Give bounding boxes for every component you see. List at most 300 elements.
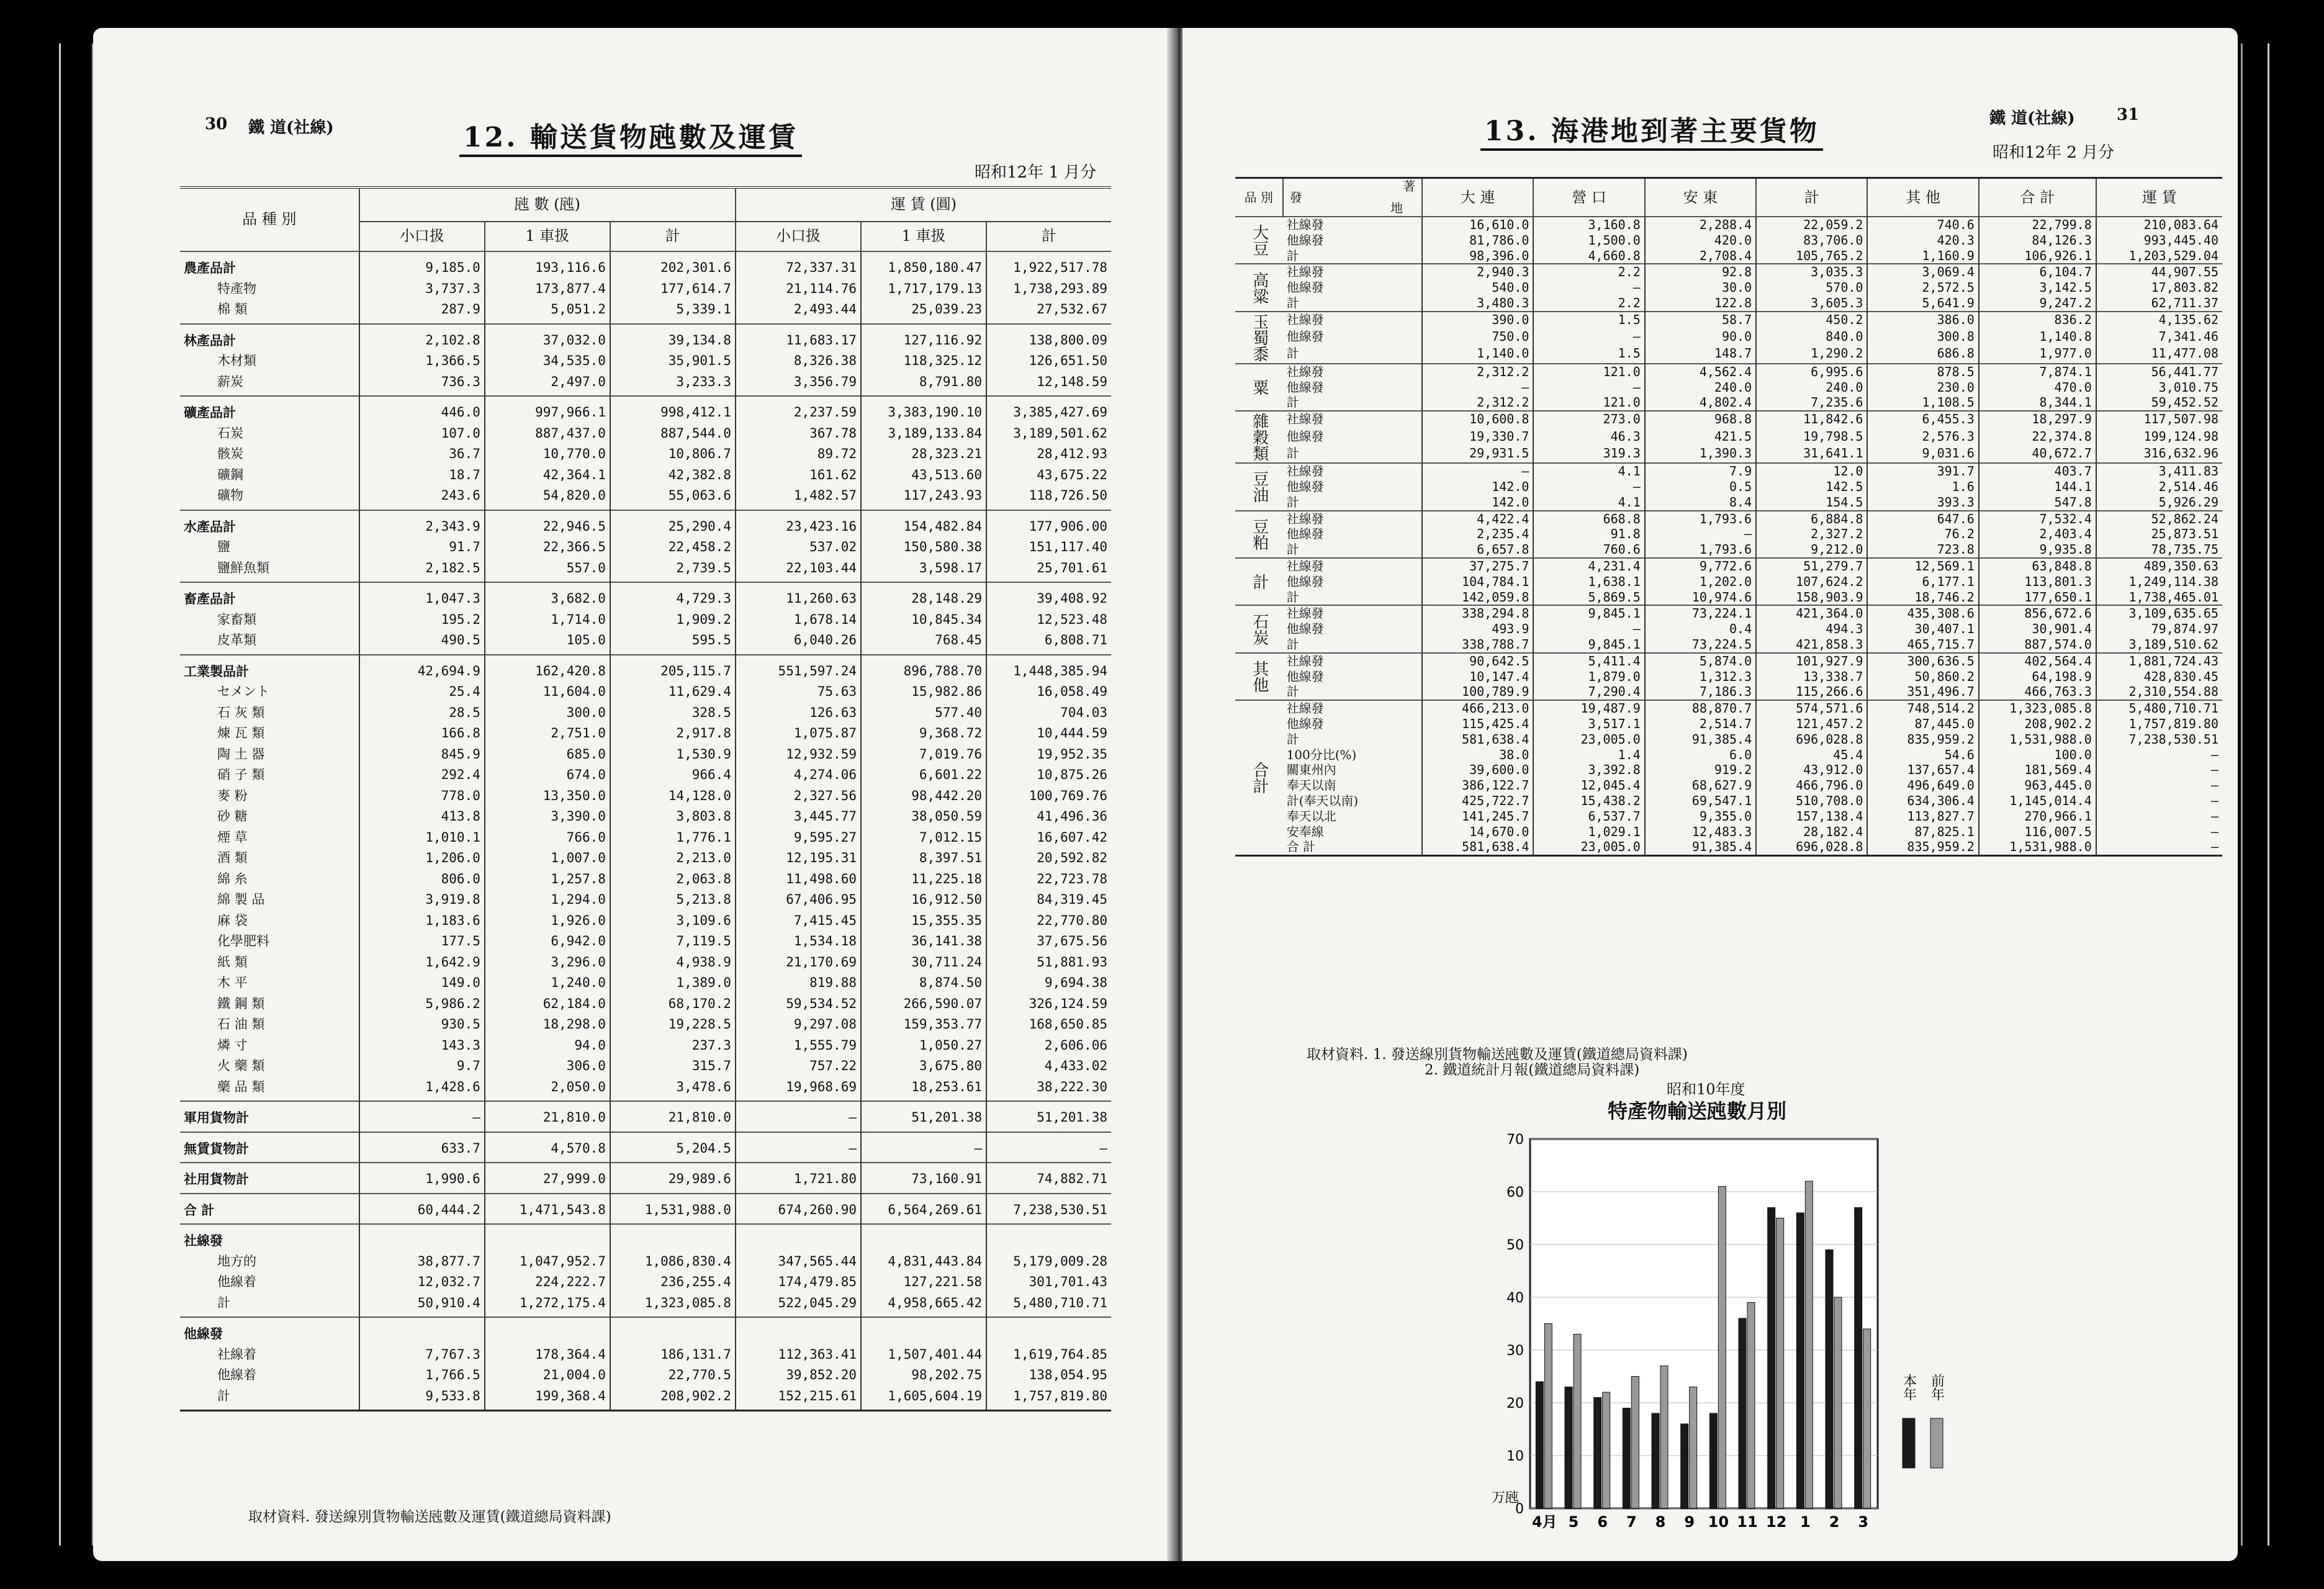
table-cell: 1,850,180.47 <box>861 251 986 282</box>
table-cell: 21,810.0 <box>485 1101 610 1132</box>
table-cell: 106,926.1 <box>1979 248 2096 264</box>
table-cell <box>986 1224 1111 1254</box>
row-label: 他線發 <box>1286 379 1324 395</box>
table-row <box>1235 558 2222 574</box>
table-cell: 7,532.4 <box>1979 511 2096 527</box>
table-cell: 446.0 <box>359 396 485 426</box>
table-cell: 300.0 <box>485 706 610 727</box>
table-cell: 25.4 <box>359 685 485 706</box>
corner-top-label: 著 <box>1403 179 1416 194</box>
table-cell: 3,598.17 <box>861 561 986 583</box>
table-cell: 4,938.9 <box>610 955 736 976</box>
table-cell: 142,059.8 <box>1422 590 1533 606</box>
goods-group <box>1235 463 2222 510</box>
table-cell: 6,884.8 <box>1756 511 1867 527</box>
bar-prev-year <box>1631 1377 1639 1509</box>
row-label: 皮革類 <box>217 632 256 647</box>
table-cell: 570.0 <box>1756 280 1867 295</box>
table-row <box>180 872 1111 893</box>
table-cell: 968.8 <box>1645 411 1756 428</box>
table-cell: 27,532.67 <box>986 302 1111 324</box>
row-label: 他線發 <box>1286 716 1324 731</box>
goods-group <box>1235 653 2222 700</box>
table-cell: 966.4 <box>610 768 736 789</box>
table-cell <box>861 1317 986 1348</box>
row-label: 地方的 <box>217 1253 256 1269</box>
y-tick-label: 70 <box>1507 1132 1524 1148</box>
table-cell <box>610 1317 736 1348</box>
table-cell: — <box>2096 839 2222 855</box>
table-cell: 5,204.5 <box>610 1132 736 1163</box>
table-cell: 202,301.6 <box>610 251 736 282</box>
row-label: 計 <box>1286 542 1299 557</box>
table-row <box>180 1317 1111 1348</box>
row-label: 骸炭 <box>217 446 243 461</box>
table-cell: 10,875.26 <box>986 768 1111 789</box>
table-cell: 338,788.7 <box>1422 637 1533 653</box>
table-cell: — <box>1533 621 1644 637</box>
table-cell <box>359 1317 485 1348</box>
table-cell: 386.0 <box>1867 312 1978 329</box>
table-cell: 6,657.8 <box>1422 542 1533 558</box>
table-cell: 12,523.48 <box>986 613 1111 634</box>
table-cell: 3,189,510.62 <box>2096 637 2222 653</box>
table-cell: 118,325.12 <box>861 354 986 375</box>
table-cell: 1,990.6 <box>359 1163 485 1194</box>
table-cell: 5,986.2 <box>359 997 485 1018</box>
table-cell: 420.0 <box>1645 233 1756 248</box>
table-cell: 13,350.0 <box>485 789 610 810</box>
y-tick-label: 40 <box>1507 1290 1524 1306</box>
right-source-note-1: 取材資料. 1. 發送線別貨物輸送瓲數及運賃(鐵道總局資料課) <box>1307 1047 1688 1063</box>
table-row <box>180 934 1111 955</box>
table-row <box>1235 605 2222 621</box>
row-label: 化學肥料 <box>217 934 269 948</box>
table-row <box>1235 429 2222 446</box>
left-page <box>93 28 1173 1561</box>
col-header-0: 大 連 <box>1422 178 1533 217</box>
table-row <box>1235 346 2222 363</box>
table-cell: 37,675.56 <box>986 934 1111 955</box>
table-cell: 425,722.7 <box>1422 793 1533 809</box>
row-label: 他線發 <box>1286 232 1324 248</box>
x-tick-label: 6 <box>1597 1513 1608 1531</box>
table-cell: 39,408.92 <box>986 582 1111 613</box>
row-group <box>180 324 1111 397</box>
table-cell: 14,128.0 <box>610 789 736 810</box>
table-cell: 5,869.5 <box>1533 590 1644 606</box>
chart-title: 特產物輸送瓲數月別 <box>1608 1099 1787 1123</box>
table-cell: 81,786.0 <box>1422 233 1533 248</box>
row-group <box>180 1132 1111 1163</box>
goods-name: 合計 <box>1235 700 1283 855</box>
corner-bottom-label: 地 <box>1390 200 1403 216</box>
row-label: 鐵 鋼 類 <box>217 996 265 1011</box>
table-cell: 20,592.82 <box>986 851 1111 872</box>
table-cell: 1,766.5 <box>359 1368 485 1389</box>
table-cell: 22,723.78 <box>986 872 1111 893</box>
table-cell: 2,576.3 <box>1867 429 1978 446</box>
table-row <box>180 914 1111 935</box>
table-cell: 236,255.4 <box>610 1275 736 1296</box>
table-row <box>180 1080 1111 1102</box>
table-cell: 19,798.5 <box>1756 429 1867 446</box>
table-cell: 12,195.31 <box>736 851 861 872</box>
table-row <box>1235 621 2222 637</box>
table-cell: 62,184.0 <box>485 997 610 1018</box>
row-label: 藥 品 類 <box>217 1079 265 1094</box>
table-cell: 83,706.0 <box>1756 233 1867 248</box>
table-cell: 696,028.8 <box>1756 839 1867 855</box>
table-cell: 9,368.72 <box>861 726 986 747</box>
row-label: 計 <box>1286 684 1299 700</box>
row-label: 社線發 <box>1283 511 1423 527</box>
row-label: 木材類 <box>217 353 256 368</box>
table-cell: 4,831,443.84 <box>861 1254 986 1276</box>
table-cell: 390.0 <box>1422 312 1533 329</box>
table-cell: 3,035.3 <box>1756 264 1867 280</box>
table-cell: 919.2 <box>1645 762 1756 778</box>
goods-name: 高粱 <box>1235 264 1283 311</box>
table-cell: 6,564,269.61 <box>861 1194 986 1225</box>
row-label: 火 藥 類 <box>217 1058 265 1073</box>
table-cell: 6,455.3 <box>1867 411 1978 428</box>
y-tick-label: 20 <box>1507 1396 1524 1411</box>
table-cell: 750.0 <box>1422 329 1533 346</box>
table-row <box>1235 380 2222 395</box>
table-cell <box>861 1224 986 1254</box>
table-cell: 208,902.2 <box>610 1389 736 1411</box>
table-cell: 386,122.7 <box>1422 778 1533 793</box>
row-label: 家畜類 <box>217 611 256 627</box>
table-cell: 51,201.38 <box>986 1101 1111 1132</box>
row-label: 100分比(%) <box>1286 747 1357 762</box>
table-cell: 836.2 <box>1979 312 2096 329</box>
table-cell: 162,420.8 <box>485 655 610 685</box>
table-cell: 43,912.0 <box>1756 762 1867 778</box>
row-group <box>180 1163 1111 1194</box>
table-cell: 45.4 <box>1756 747 1867 763</box>
subcol-header-3: 小口扱 <box>736 222 861 251</box>
x-tick-label: 7 <box>1626 1513 1637 1531</box>
left-source-note: 取材資料. 發送線別貨物輸送瓲數及運賃(鐵道總局資料課) <box>248 1509 611 1525</box>
table-cell: 4,958,665.42 <box>861 1296 986 1318</box>
table-cell: 74,882.71 <box>986 1163 1111 1194</box>
table-row <box>180 831 1111 852</box>
table-cell: 59,452.52 <box>2096 395 2222 411</box>
row-group <box>180 1224 1111 1317</box>
table-cell: 28,182.4 <box>1756 824 1867 840</box>
table-cell: 31,641.1 <box>1756 446 1867 463</box>
col-header-3: 計 <box>1756 178 1867 217</box>
table-cell: 10,444.59 <box>986 726 1111 747</box>
goods-name: 玉蜀黍 <box>1235 312 1283 364</box>
table-cell: 647.6 <box>1867 511 1978 527</box>
table-cell: 12.0 <box>1756 463 1867 479</box>
row-label: 社線發 <box>1283 217 1423 233</box>
table-cell: 159,353.77 <box>861 1017 986 1038</box>
table-cell: 2,310,554.88 <box>2096 684 2222 700</box>
table-row <box>180 1101 1111 1132</box>
table-cell: 90.0 <box>1645 329 1756 346</box>
table-cell: 22,799.8 <box>1979 217 2096 233</box>
table-cell: 2,572.5 <box>1867 280 1978 295</box>
bar-this-year <box>1594 1398 1601 1509</box>
row-label: セメント <box>217 684 269 699</box>
table-cell: 887,544.0 <box>610 426 736 448</box>
table-cell: 1,140.8 <box>1979 329 2096 346</box>
table-cell: 12,569.1 <box>1867 558 1978 574</box>
row-label: 他線發 <box>1286 526 1324 542</box>
table-cell: 2,102.8 <box>359 324 485 354</box>
x-tick-label: 12 <box>1765 1513 1787 1531</box>
table-cell: 760.6 <box>1533 542 1644 558</box>
table-cell: 1.5 <box>1533 346 1644 363</box>
table-cell: 63,848.8 <box>1979 558 2096 574</box>
table-cell: 122.8 <box>1645 295 1756 312</box>
table-cell: 10,770.0 <box>485 447 610 468</box>
table-cell: 1.5 <box>1533 312 1644 329</box>
table-cell: 104,784.1 <box>1422 574 1533 590</box>
table-cell: 1,530.9 <box>610 747 736 768</box>
table-cell: 88,870.7 <box>1645 700 1756 716</box>
table-cell: 736.3 <box>359 375 485 397</box>
row-label: 奉天以南 <box>1286 778 1336 793</box>
table-row <box>1235 511 2222 527</box>
table-cell: 704.03 <box>986 706 1111 727</box>
goods-group <box>1235 411 2222 463</box>
table-row <box>1235 526 2222 542</box>
table-cell: 138,800.09 <box>986 324 1111 354</box>
table-cell: 840.0 <box>1756 329 1867 346</box>
table-cell: 6.0 <box>1645 747 1756 763</box>
table-row <box>180 655 1111 685</box>
table-cell: 98,202.75 <box>861 1368 986 1389</box>
table-cell: 3,480.3 <box>1422 295 1533 312</box>
port-arrival-goods-table <box>1235 177 2222 857</box>
table-cell: 186,131.7 <box>610 1348 736 1369</box>
table-cell: 3,189,133.84 <box>861 426 986 448</box>
table-cell: 2,940.3 <box>1422 264 1533 280</box>
table-cell: 94.0 <box>485 1038 610 1060</box>
table-cell: 89.72 <box>736 447 861 468</box>
goods-name: 計 <box>1235 558 1283 605</box>
col-tons-header: 瓲 數 (瓲) <box>359 187 736 222</box>
row-label: 他線發 <box>1286 280 1324 295</box>
table-cell: 18,746.2 <box>1867 590 1978 606</box>
row-label: 計 <box>1286 395 1299 410</box>
table-cell: 18,297.9 <box>1979 411 2096 428</box>
table-row <box>180 302 1111 324</box>
table-cell: 10,806.7 <box>610 447 736 468</box>
table-cell: 351,496.7 <box>1867 684 1978 700</box>
table-cell: 466,796.0 <box>1756 778 1867 793</box>
row-label: 棉 類 <box>217 302 248 317</box>
table-cell: 17,803.82 <box>2096 280 2222 295</box>
table-cell <box>485 1224 610 1254</box>
table-row <box>1235 716 2222 732</box>
table-cell: 52,862.24 <box>2096 511 2222 527</box>
table-cell: 27,999.0 <box>485 1163 610 1194</box>
row-label: 合 計 <box>1286 839 1315 855</box>
row-label: 社線着 <box>217 1346 256 1362</box>
table-cell: 3,803.8 <box>610 809 736 831</box>
left-table-title: 12. 輸送貨物瓲數及運賃 <box>459 115 802 157</box>
subcol-header-1: 1 車扱 <box>485 222 610 251</box>
table-cell: 9,185.0 <box>359 251 485 282</box>
table-cell: 5,213.8 <box>610 893 736 914</box>
table-cell: — <box>1645 526 1756 542</box>
table-row <box>1235 839 2222 855</box>
col-header-6: 運 賃 <box>2096 178 2222 217</box>
bar-prev-year <box>1834 1297 1842 1508</box>
table-cell: 1,240.0 <box>485 976 610 997</box>
table-cell: 69,547.1 <box>1645 793 1756 809</box>
table-cell: 21,170.69 <box>736 955 861 976</box>
table-cell: 9,694.38 <box>986 976 1111 997</box>
row-label: 社線發 <box>1283 312 1423 329</box>
table-cell: 8,791.80 <box>861 375 986 397</box>
table-cell: 3,189,501.62 <box>986 426 1111 448</box>
table-cell: 1,881,724.43 <box>2096 653 2222 669</box>
table-cell: 149.0 <box>359 976 485 997</box>
table-cell: 3,385,427.69 <box>986 396 1111 426</box>
table-cell: 3,109,635.65 <box>2096 605 2222 621</box>
x-tick-label: 8 <box>1655 1513 1666 1531</box>
table-cell: 117,243.93 <box>861 488 986 510</box>
row-label: 他線發 <box>1286 574 1324 589</box>
goods-group <box>1235 217 2222 264</box>
table-cell: 1,206.0 <box>359 851 485 872</box>
table-row <box>180 1194 1111 1225</box>
table-cell: 450.2 <box>1756 312 1867 329</box>
table-cell: 90,642.5 <box>1422 653 1533 669</box>
table-cell: 3,682.0 <box>485 582 610 613</box>
table-row <box>180 1017 1111 1038</box>
subcol-header-5: 計 <box>986 222 1111 251</box>
table-cell: 18,298.0 <box>485 1017 610 1038</box>
table-cell: 347,565.44 <box>736 1254 861 1276</box>
table-cell: 29,989.6 <box>610 1163 736 1194</box>
table-cell: 9.7 <box>359 1059 485 1080</box>
table-cell: 1,909.2 <box>610 613 736 634</box>
table-cell: — <box>2096 793 2222 809</box>
table-cell: 766.0 <box>485 831 610 852</box>
table-cell: 50,910.4 <box>359 1296 485 1318</box>
table-cell: 143.3 <box>359 1038 485 1060</box>
table-cell: — <box>2096 747 2222 763</box>
bar-this-year <box>1768 1208 1775 1509</box>
table-row <box>1235 700 2222 716</box>
corner-header <box>1283 178 1423 217</box>
table-cell: 101,927.9 <box>1756 653 1867 669</box>
table-cell: 2.2 <box>1533 264 1644 280</box>
table-cell: 300,636.5 <box>1867 653 1978 669</box>
table-cell: 15,355.35 <box>861 914 986 935</box>
table-cell: 177,614.7 <box>610 282 736 303</box>
table-cell: 87,825.1 <box>1867 824 1978 840</box>
table-cell: 54,820.0 <box>485 488 610 510</box>
table-row <box>180 893 1111 914</box>
row-label: 他線發 <box>1286 479 1324 494</box>
table-row <box>1235 264 2222 280</box>
table-cell: 1,390.3 <box>1645 446 1756 463</box>
right-table-subtitle: 昭和12年 2 月分 <box>1993 143 2115 162</box>
table-cell: 107.0 <box>359 426 485 448</box>
table-cell: 21,004.0 <box>485 1368 610 1389</box>
table-cell: 9,212.0 <box>1756 542 1867 558</box>
table-cell: 896,788.70 <box>861 655 986 685</box>
table-cell: 674.0 <box>485 768 610 789</box>
table-cell: 5,641.9 <box>1867 295 1978 312</box>
table-cell: 574,571.6 <box>1756 700 1867 716</box>
table-cell: 150,580.38 <box>861 540 986 561</box>
table-cell: 98,396.0 <box>1422 248 1533 264</box>
table-row <box>180 685 1111 706</box>
table-cell: 22,770.5 <box>610 1368 736 1389</box>
table-cell: 28,412.93 <box>986 447 1111 468</box>
table-cell: 22,059.2 <box>1756 217 1867 233</box>
table-cell: 5,480,710.71 <box>2096 700 2222 716</box>
table-cell: 7,238,530.51 <box>2096 732 2222 747</box>
table-cell: 435,308.6 <box>1867 605 1978 621</box>
table-cell: 470.0 <box>1979 380 2096 395</box>
col-header-1: 營 口 <box>1533 178 1644 217</box>
row-label: 薪炭 <box>217 374 243 389</box>
table-cell: 1,619,764.85 <box>986 1348 1111 1369</box>
table-row <box>180 1389 1111 1411</box>
table-row <box>180 324 1111 354</box>
table-cell: 5,179,009.28 <box>986 1254 1111 1276</box>
table-cell: 240.0 <box>1645 380 1756 395</box>
table-cell: 19,968.69 <box>736 1080 861 1102</box>
goods-name: 粟 <box>1235 364 1283 411</box>
table-cell: 7,186.3 <box>1645 684 1756 700</box>
table-cell: 2,497.0 <box>485 375 610 397</box>
table-cell: 819.88 <box>736 976 861 997</box>
table-cell: 1,793.6 <box>1645 542 1756 558</box>
bar-prev-year <box>1660 1366 1668 1509</box>
table-cell: 68,170.2 <box>610 997 736 1018</box>
bar-this-year <box>1826 1250 1833 1509</box>
row-label: 礦物 <box>217 488 243 503</box>
row-label: 鹽 <box>217 539 230 554</box>
table-row <box>180 1163 1111 1194</box>
y-tick-label: 30 <box>1507 1343 1524 1359</box>
table-cell: 0.4 <box>1645 621 1756 637</box>
row-label: 他線發 <box>1286 621 1324 637</box>
table-cell: 723.8 <box>1867 542 1978 558</box>
table-cell: 7,290.4 <box>1533 684 1644 700</box>
table-row <box>180 540 1111 561</box>
table-row <box>180 613 1111 634</box>
table-cell: 7,012.15 <box>861 831 986 852</box>
table-cell: 84,319.45 <box>986 893 1111 914</box>
table-cell: 1,050.27 <box>861 1038 986 1060</box>
table-cell: 115,266.6 <box>1756 684 1867 700</box>
table-cell: 6,808.71 <box>986 633 1111 655</box>
table-cell: 12,932.59 <box>736 747 861 768</box>
table-cell: 18,253.61 <box>861 1080 986 1102</box>
table-row <box>1235 463 2222 479</box>
y-tick-label: 50 <box>1507 1238 1524 1253</box>
goods-group <box>1235 700 2222 855</box>
row-group <box>180 396 1111 510</box>
table-cell: 1,793.6 <box>1645 511 1756 527</box>
table-cell: 300.8 <box>1867 329 1978 346</box>
row-group <box>180 510 1111 583</box>
table-row <box>180 789 1111 810</box>
